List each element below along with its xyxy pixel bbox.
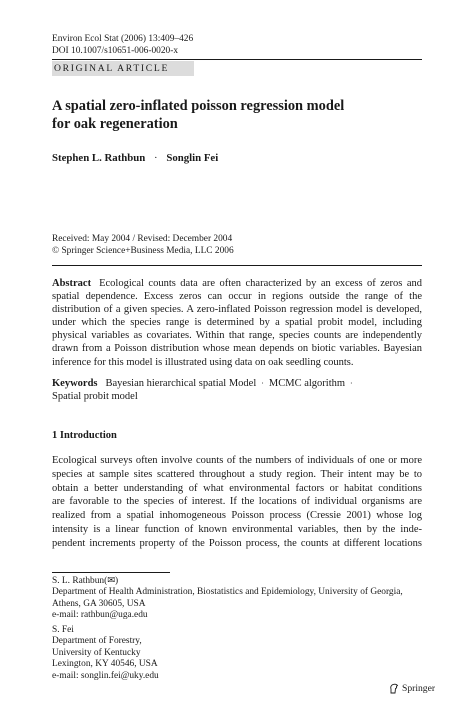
affiliation-line: S. Fei (52, 625, 74, 635)
abstract-rule (52, 265, 422, 266)
text-line: are favorable to the species of interest. If the locations of individual organisms are (52, 496, 422, 508)
author-email[interactable]: e-mail: songlin.fei@uky.edu (52, 670, 159, 681)
journal-meta (52, 34, 193, 57)
abstract (52, 277, 422, 369)
keywords (52, 377, 422, 403)
affiliation-line: Department of Health Administration, Biostatistics and Epidemiology, University of Georgia, (52, 587, 403, 598)
springer-horse-icon (389, 683, 399, 694)
abstract-label: Abstract (52, 278, 92, 289)
keyword: Bayesian hierarchical spatial Model (105, 378, 257, 389)
author-name: Songlin Fei (166, 152, 219, 164)
doi: DOI 10.1007/s10651-006-0020-x (52, 45, 179, 56)
author-name: Stephen L. Rathbun (52, 152, 146, 164)
affiliation-line: S. L. Rathbun(✉) (52, 576, 119, 586)
keywords-label: Keywords (52, 378, 98, 389)
text-line: realized from a spatial inhomogeneous Poisson process (Cressie 2001) whose log (52, 510, 422, 522)
publisher-logo (389, 683, 435, 694)
header-rule (52, 59, 422, 60)
text-line: pendent increments property of the Poisson process, the counts at different locations (52, 537, 422, 549)
author-list (52, 152, 218, 164)
text-line: Ecological surveys often involve counts of the numbers of individuals of one or more (52, 455, 422, 466)
keyword: MCMC algorithm (268, 378, 346, 389)
affiliation-line: Lexington, KY 40546, USA (52, 659, 158, 670)
journal-citation: Environ Ecol Stat (2006) 13:409–426 (52, 34, 194, 44)
title-line: A spatial zero-inflated poisson regression model (52, 98, 345, 114)
introduction-text (52, 454, 422, 551)
received-dates: Received: May 2004 / Revised: December 2004 (52, 234, 233, 244)
author-email[interactable]: e-mail: rathbun@uga.edu (52, 610, 148, 621)
text-line: intensity is a linear function of known environmental variables, then by the inde- (52, 523, 422, 535)
publisher-name: Springer (402, 683, 436, 694)
text-line: species at sample sites scattered throughout a study region. Their intent may be to (52, 468, 422, 480)
copyright-line: © Springer Science+Business Media, LLC 2006 (52, 245, 234, 256)
affiliation-second (52, 625, 159, 682)
footnote-rule (52, 572, 170, 573)
keyword-separator: · (261, 379, 264, 388)
text-line: obtain a better understanding of what environmental factors or habitat conditions (52, 482, 422, 494)
publication-dates (52, 234, 234, 257)
article-type-label: ORIGINAL ARTICLE (54, 63, 169, 74)
affiliation-line: University of Kentucky (52, 647, 141, 658)
author-separator: · (154, 152, 158, 164)
paper-title (52, 97, 422, 133)
keyword: Spatial probit model (52, 391, 138, 403)
abstract-text: Ecological counts data are often characterized by an excess of zeros and spatial dependence. Excess zeros can occur in regions outside the range of the distribution of a given species. A zero-inflated Poisson regression model is developed, under which the species range is determined by a spatial probit model, including physical variables as covariates. Within that range, species counts are independently drawn from a Poisson distribution whose mean depends on biotic variables. Bayesian inference for this model is illustrated using data on oak seedling counts. (52, 278, 422, 368)
affiliation-line: Department of Forestry, (52, 636, 142, 647)
keyword-separator: · (350, 379, 353, 388)
affiliation-first (52, 576, 403, 622)
title-line: for oak regeneration (52, 116, 178, 132)
section-heading: 1 Introduction (52, 430, 117, 441)
affiliation-line: Athens, GA 30605, USA (52, 598, 146, 609)
